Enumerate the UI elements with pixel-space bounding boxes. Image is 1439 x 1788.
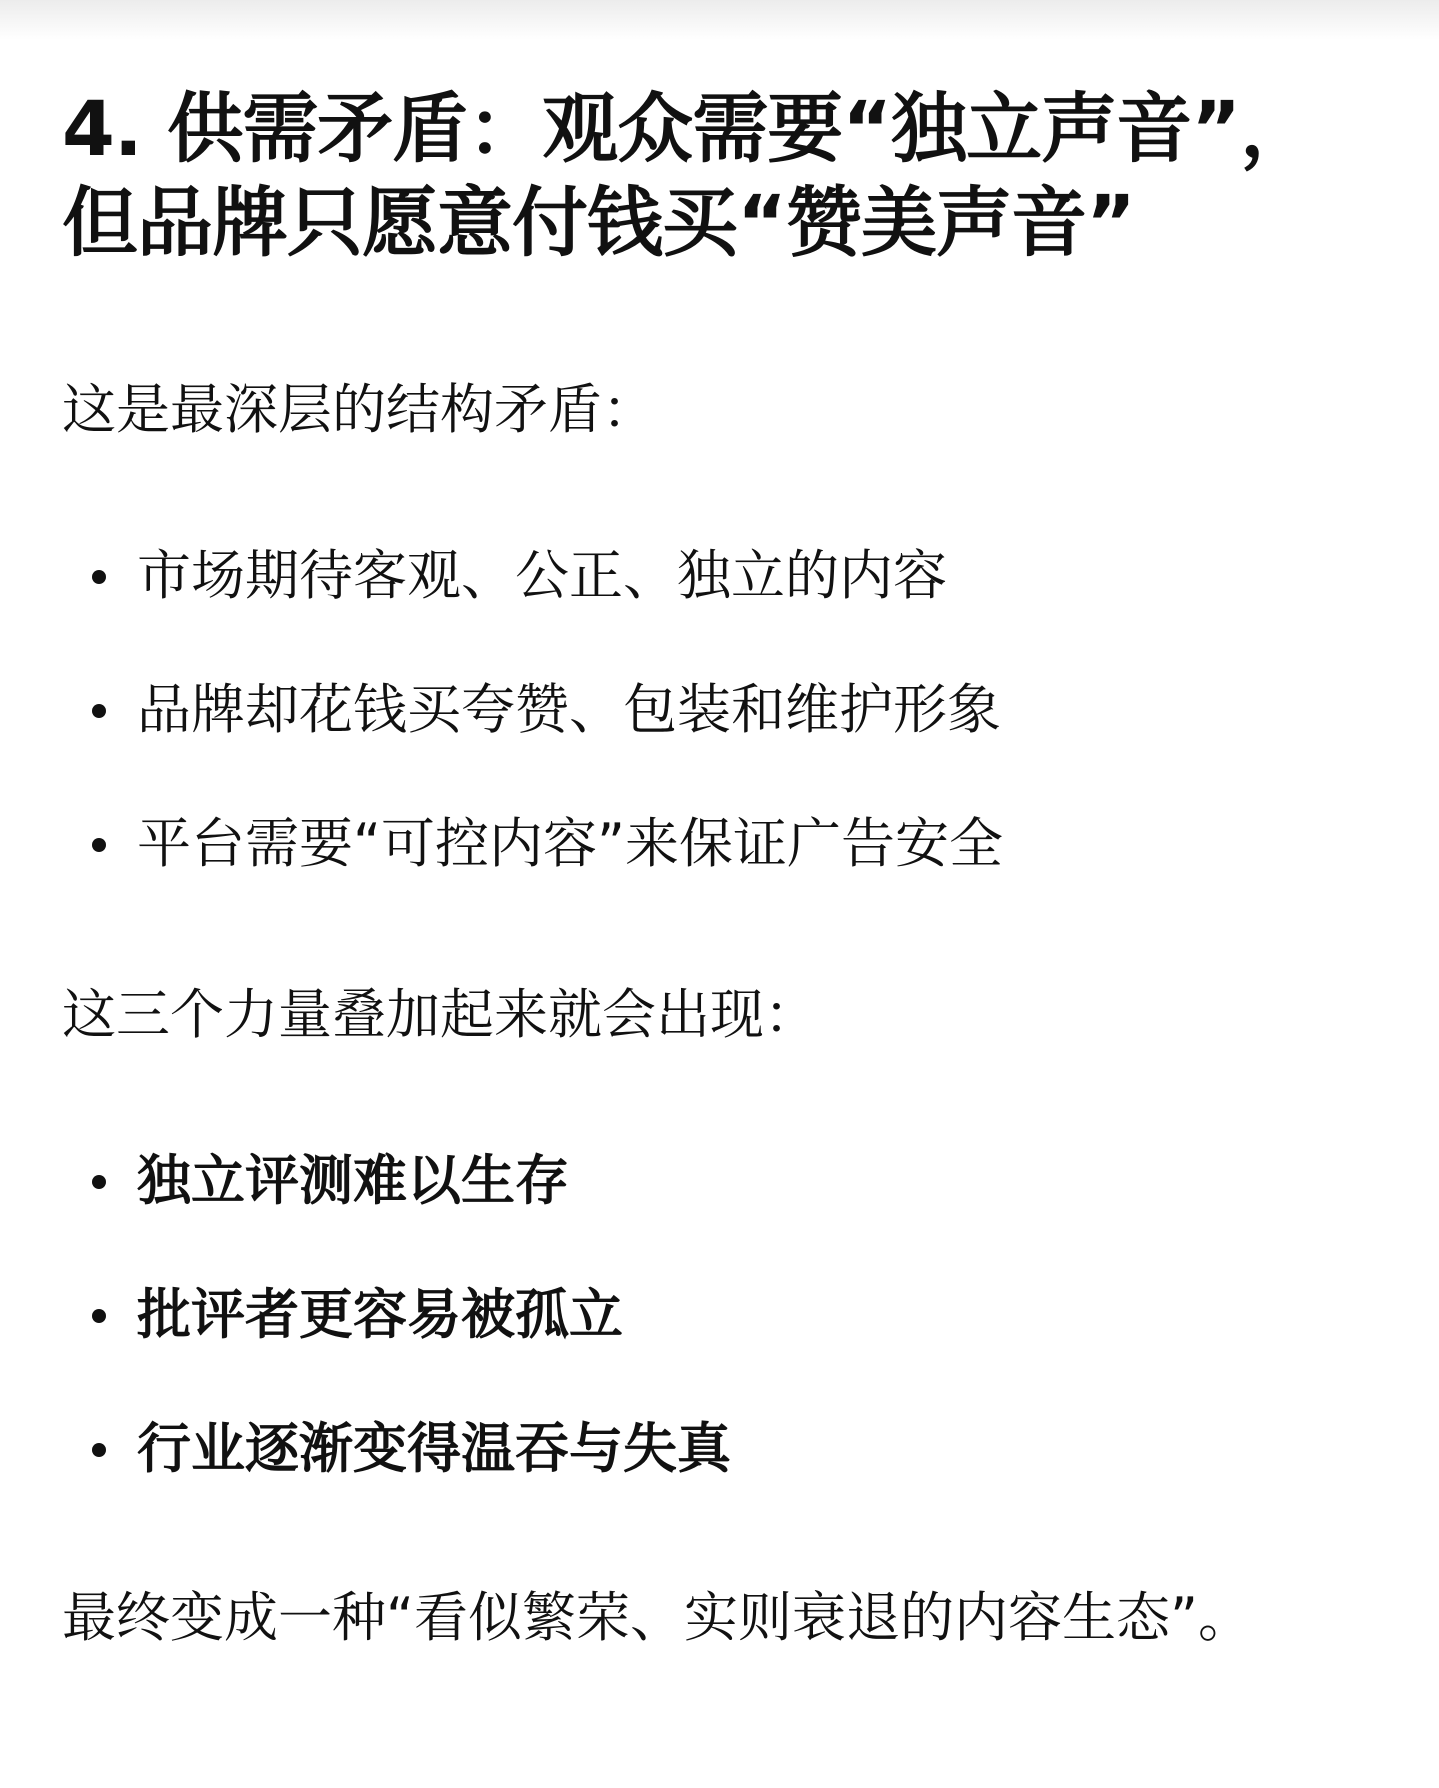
bullet-icon — [92, 838, 106, 852]
intro-paragraph: 这是最深层的结构矛盾： — [62, 378, 656, 441]
heading-line-1: 4. 供需矛盾：观众需要“独立声音”， — [62, 84, 1316, 173]
article-body — [62, 82, 1402, 1651]
list-item-text: 独立评测难以生存 — [137, 1149, 569, 1212]
list-item-text: 行业逐渐变得温吞与失真 — [137, 1417, 731, 1480]
list-item-text: 批评者更容易被孤立 — [137, 1283, 623, 1346]
section-heading — [62, 82, 1402, 270]
top-shadow — [0, 0, 1439, 40]
list-item-text: 平台需要“可控内容”来保证广告安全 — [137, 812, 1003, 875]
bullet-icon — [92, 704, 106, 718]
heading-line-2: 但品牌只愿意付钱买“赞美声音” — [62, 178, 1135, 267]
list-item — [62, 1416, 1402, 1482]
bullet-icon — [92, 1443, 106, 1457]
list-item-text: 品牌却花钱买夸赞、包装和维护形象 — [137, 678, 1001, 741]
consequence-list — [62, 1148, 1402, 1482]
list-item — [62, 543, 1402, 609]
list-item — [62, 677, 1402, 743]
list-item — [62, 1148, 1402, 1214]
list-item-text: 市场期待客观、公正、独立的内容 — [137, 544, 947, 607]
conclusion-paragraph: 最终变成一种“看似繁荣、实则衰退的内容生态”。 — [62, 1586, 1252, 1649]
transition-paragraph: 这三个力量叠加起来就会出现： — [62, 983, 818, 1046]
list-item — [62, 1282, 1402, 1348]
list-item — [62, 811, 1402, 877]
bullet-icon — [92, 1175, 106, 1189]
bullet-icon — [92, 570, 106, 584]
bullet-icon — [92, 1309, 106, 1323]
contradiction-list — [62, 543, 1402, 877]
